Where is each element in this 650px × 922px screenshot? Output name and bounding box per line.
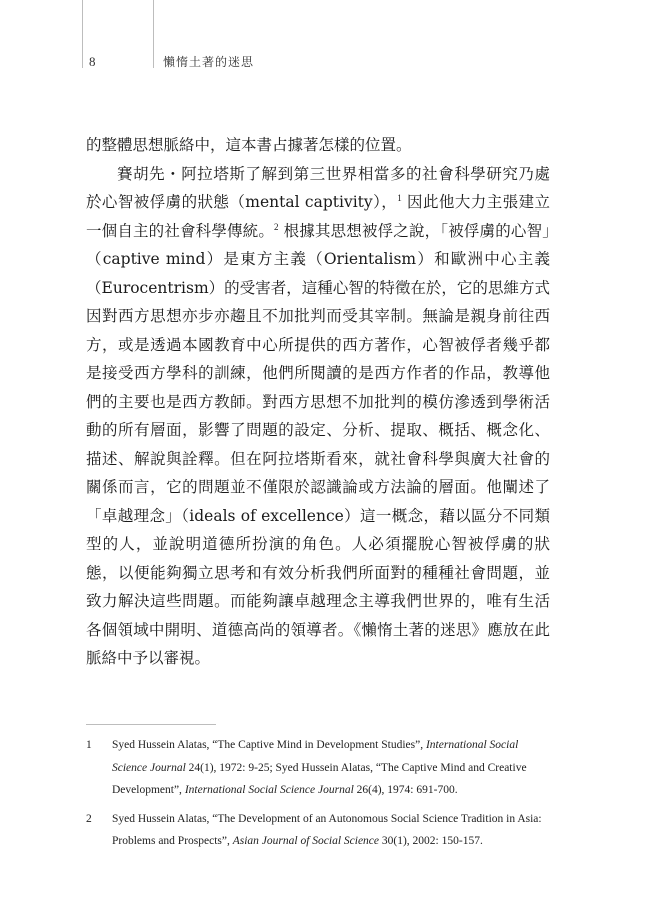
- journal-title: International Social Science Journal: [112, 739, 519, 774]
- footnote-separator: [86, 724, 216, 725]
- paragraph-2-text-a: 賽胡先・阿拉塔斯了解到第三世界相當多的社會科學研究乃處於心智被俘虜的狀態（mental captivity），: [86, 164, 550, 211]
- footnote-1: [86, 734, 550, 802]
- footnote-number: 2: [86, 812, 92, 825]
- footnote-number: 1: [86, 739, 92, 751]
- footnote-text-part: 26(4), 1974: 691-700.: [353, 784, 458, 796]
- paragraph-2-text-c: 根據其思想被俘之說，「被俘虜的心智」（captive mind）是東方主義（Orientalism）和歐洲中心主義（Eurocentrism）的受害者，這種心智的特徵在於，它的思維方式因對西方思想亦步亦趨且不加批判而受其宰制。無論是親身前往西方，或是透過本國教育中心所提供的西方著作，心智被俘者幾乎都是接受西方學科的訓練，他們所閱讀的是西方作者的作品，教導他們的主要也是西方教師。對西方思想不加批判的模仿滲透到學術活動的所有層面，影響了問題的設定、分析、提取、概括、概念化、描述、解說與詮釋。但在阿拉塔斯看來，就社會科學與廣大社會的關係而言，它的問題並不僅限於認識論或方法論的層面。他闡述了「卓越理念」（ideals of excellence）這一概念，藉以區分不同類型的人，並說明道德所扮演的角色。人必須擺脫心智被俘虜的狀態，以便能夠獨立思考和有效分析我們所面對的種種社會問題，並致力解決這些問題。而能夠讓卓越理念主導我們世界的，唯有生活各個領域中開明、道德高尚的領導者。《懶惰土著的迷思》應放在此脈絡中予以審視。: [86, 221, 550, 667]
- footnote-text-part: 24(1), 1972: 9-25; Syed Hussein Alatas, “The Captive Mind and Creative Development”,: [112, 761, 527, 796]
- footnote-2: [86, 808, 550, 853]
- footnote-ref-2[interactable]: 2: [274, 221, 279, 232]
- footnotes: [86, 734, 550, 859]
- footnote-text: [112, 734, 550, 802]
- paragraph-2: [86, 160, 550, 673]
- paragraph-2-text-b: 因此他大力主張建立一個自主的社會科學傳統。: [86, 193, 550, 240]
- journal-title: International Social Science Journal: [184, 784, 354, 796]
- paragraph-1: 的整體思想脈絡中，這本書占據著怎樣的位置。: [86, 136, 412, 154]
- footnote-text: [112, 808, 550, 853]
- footnote-text-part: Syed Hussein Alatas, “The Development of an Autonomous Social Science Tradition in Asia: Problems and Prospects”,: [112, 812, 542, 847]
- footnote-text-part: 30(1), 2002: 150-157.: [379, 835, 483, 847]
- header-rule-right: [153, 0, 154, 68]
- journal-title: Asian Journal of Social Science: [232, 835, 380, 847]
- footnote-text-part: Syed Hussein Alatas, “The Captive Mind in Development Studies”,: [112, 739, 426, 751]
- header-rule-left: [82, 0, 83, 68]
- body-text: [86, 131, 550, 673]
- footnote-ref-1[interactable]: 1: [397, 193, 402, 203]
- page-number: 8: [89, 54, 96, 69]
- running-title: 懶惰土著的迷思: [163, 55, 255, 69]
